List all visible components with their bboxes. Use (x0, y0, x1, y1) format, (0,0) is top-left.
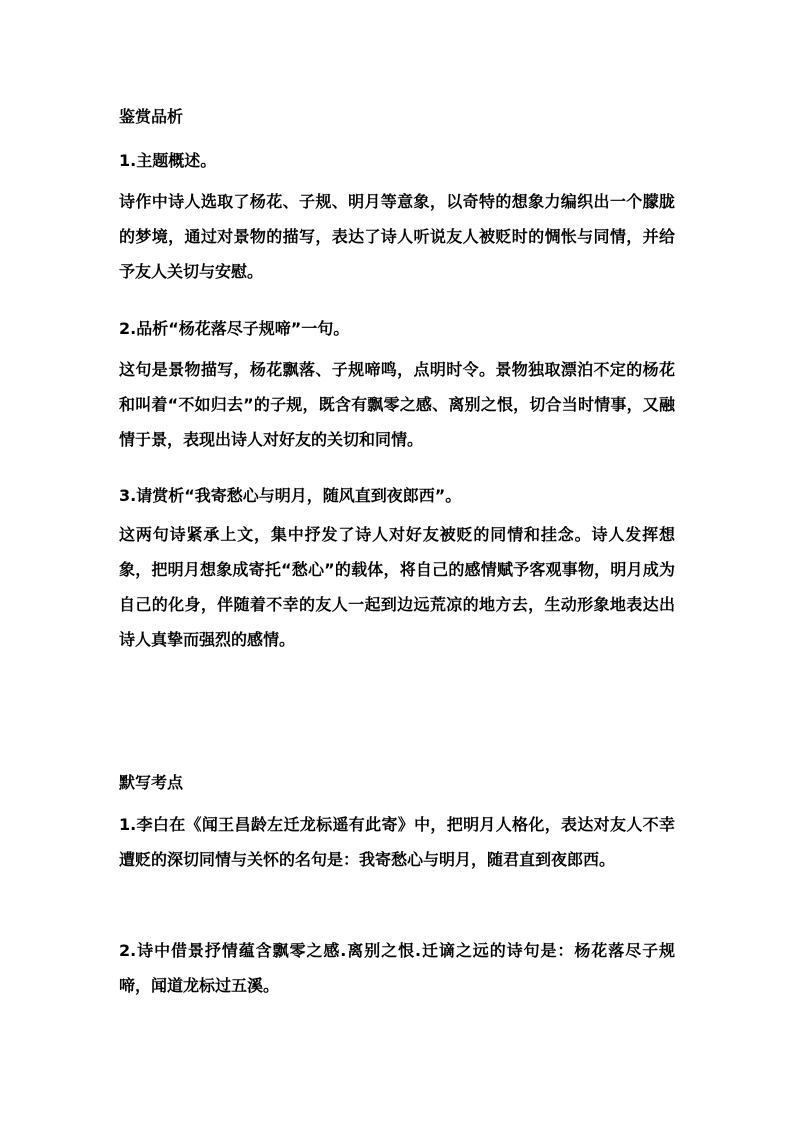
question-2-answer: 这句是景物描写，杨花飘落、子规啼鸣，点明时令。景物独取漂泊不定的杨花和叫着“不如归去”的子规，既含有飘零之感、离别之恨，切合当时情事，又融情于景，表现出诗人对好友的关切和同情。 (119, 360, 675, 449)
question-1-heading: 1.主题概述。 (119, 151, 217, 170)
question-3-heading: 3.请赏析“我寄愁心与明月，随风直到夜郎西”。 (119, 486, 462, 505)
section-title-appreciation: 鉴赏品析 (119, 107, 184, 126)
question-2-heading: 2.品析“杨花落尽子规啼”一句。 (119, 319, 350, 338)
section-title-dictation: 默写考点 (119, 773, 184, 792)
dictation-item-2: 2.诗中借景抒情蕴含飘零之感.离别之恨.迁谪之远的诗句是：杨花落尽子规啼，闻道龙标过五溪。 (119, 941, 675, 995)
question-3-answer: 这两句诗紧承上文，集中抒发了诗人对好友被贬的同情和挂念。诗人发挥想象，把明月想象成寄托“愁心”的载体，将自己的感情赋予客观事物，明月成为自己的化身，伴随着不幸的友人一起到边远荒凉的地方去，生动形象地表达出诗人真挚而强烈的感情。 (119, 525, 675, 649)
question-1-answer: 诗作中诗人选取了杨花、子规、明月等意象，以奇特的想象力编织出一个朦胧的梦境，通过对景物的描写，表达了诗人听说友人被贬时的惆怅与同情，并给予友人关切与安慰。 (119, 192, 675, 281)
dictation-item-1: 1.李白在《闻王昌龄左迁龙标遥有此寄》中，把明月人格化，表达对友人不幸遭贬的深切同情与关怀的名句是：我寄愁心与明月，随君直到夜郎西。 (119, 815, 675, 869)
